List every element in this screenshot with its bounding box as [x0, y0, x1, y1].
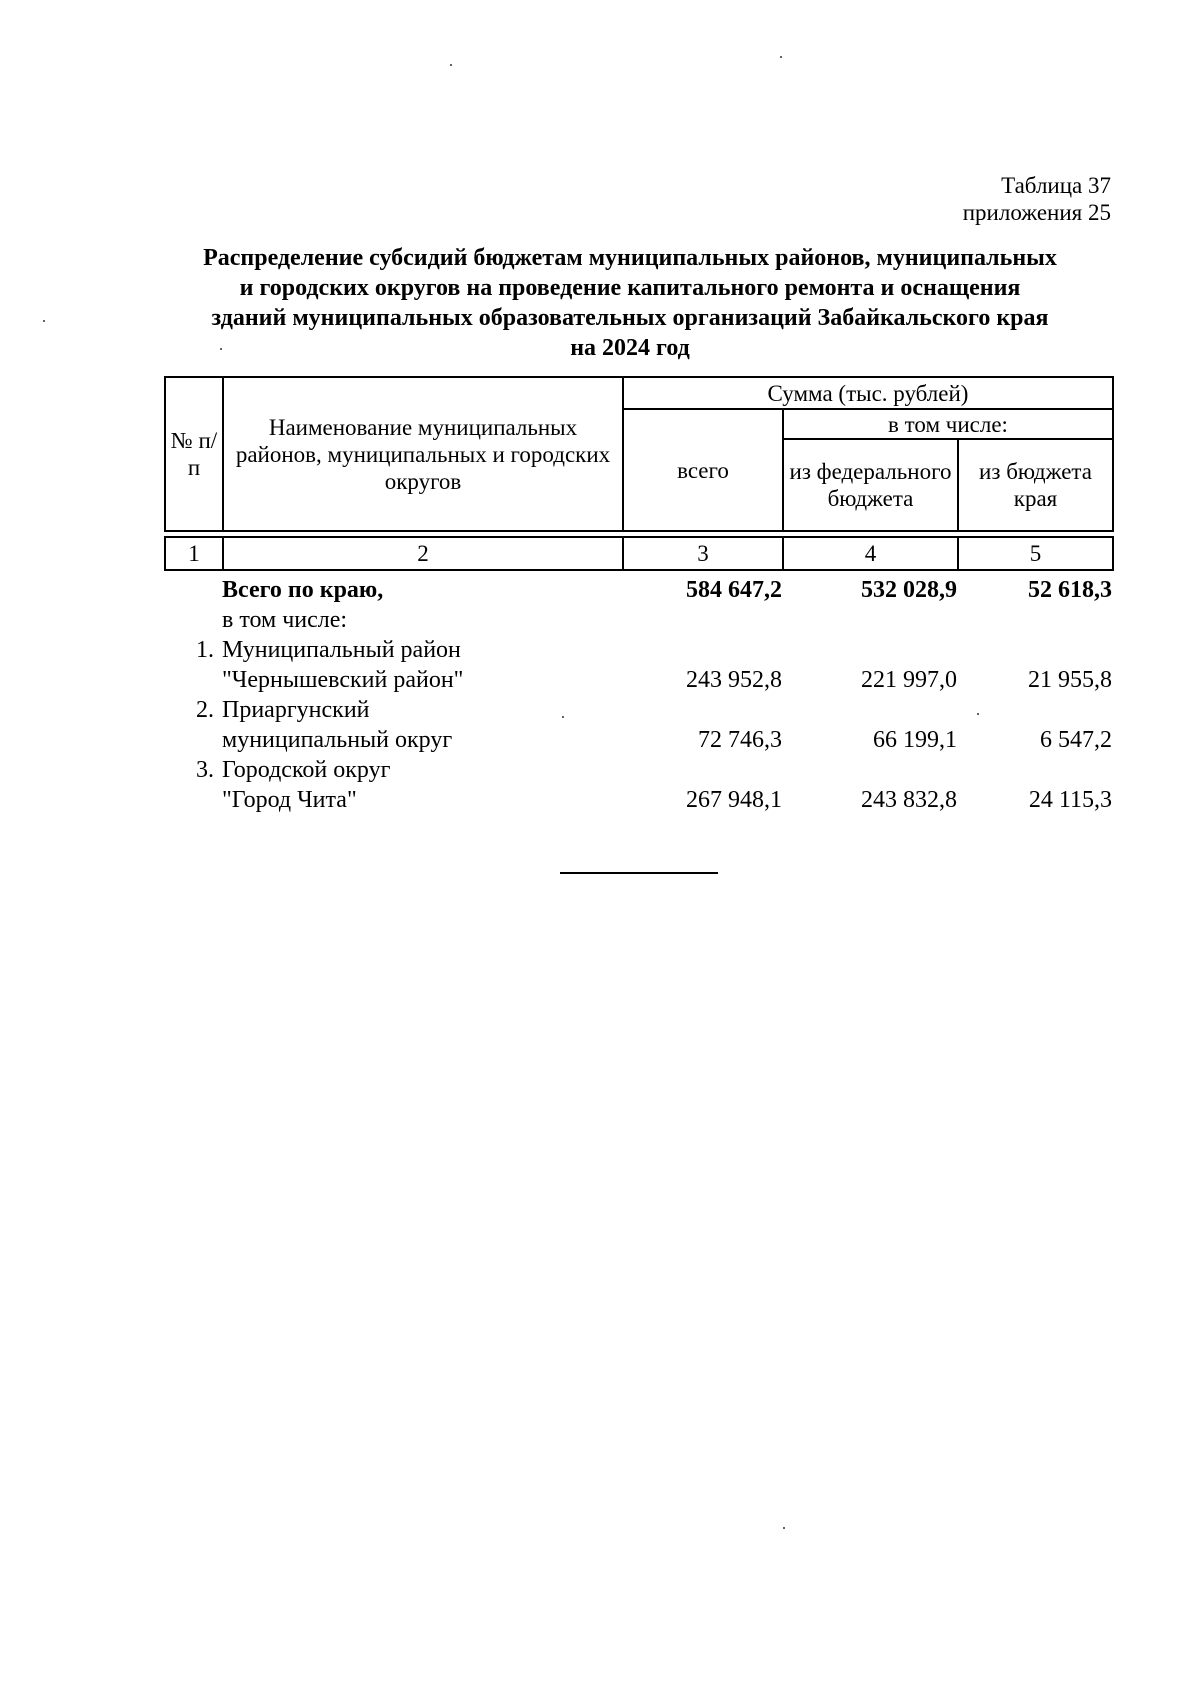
table-row — [164, 635, 1112, 695]
title-line: и городских округов на проведение капитального ремонта и оснащения — [239, 275, 1021, 301]
row-federal: 221 997,0 — [861, 667, 957, 693]
column-number: 3 — [623, 537, 783, 570]
header-including: в том числе: — [783, 409, 1113, 439]
row-number: 1. — [196, 637, 214, 663]
table-row — [164, 755, 1112, 815]
end-rule — [560, 872, 718, 874]
table-number: Таблица 37 — [1001, 173, 1111, 198]
row-regional: 24 115,3 — [1028, 787, 1112, 813]
document-title — [150, 243, 1110, 363]
column-numbers-row — [165, 537, 1113, 570]
header-number: № п/п — [165, 377, 223, 531]
table-body — [164, 575, 1112, 815]
including-label: в том числе: — [222, 607, 348, 633]
column-number: 4 — [783, 537, 958, 570]
row-total: 267 948,1 — [686, 787, 782, 813]
row-name: Приаргунский муниципальный округ — [222, 697, 453, 753]
row-number: 3. — [196, 757, 214, 783]
row-total: 243 952,8 — [686, 667, 782, 693]
title-line: на 2024 год — [570, 335, 690, 361]
header-federal: из федерального бюджета — [783, 439, 958, 531]
row-total: 72 746,3 — [698, 727, 782, 753]
scan-speck — [783, 1527, 785, 1529]
row-name: Городской округ "Город Чита" — [222, 757, 391, 813]
total-regional: 52 618,3 — [1028, 577, 1112, 603]
row-name: Муниципальный район "Чернышевский район" — [222, 637, 464, 693]
header-name: Наименование муниципальных районов, муниципальных и городских округов — [223, 377, 623, 531]
appendix-number: приложения 25 — [962, 200, 1111, 225]
column-number: 5 — [958, 537, 1113, 570]
row-federal: 243 832,8 — [861, 787, 957, 813]
scan-speck — [450, 64, 452, 66]
row-regional: 6 547,2 — [1040, 727, 1112, 753]
total-label: Всего по краю, — [222, 577, 384, 603]
column-number: 2 — [223, 537, 623, 570]
header-regional: из бюджета края — [958, 439, 1113, 531]
row-number: 2. — [196, 697, 214, 723]
total-row — [164, 575, 1112, 605]
title-line: Распределение субсидий бюджетам муниципальных районов, муниципальных — [203, 245, 1057, 271]
scan-speck — [780, 56, 782, 58]
table-row — [164, 695, 1112, 755]
total-sum: 584 647,2 — [686, 577, 782, 603]
column-number: 1 — [165, 537, 223, 570]
row-federal: 66 199,1 — [873, 727, 957, 753]
header-sum: Сумма (тыс. рублей) — [623, 377, 1113, 409]
scan-speck — [43, 320, 45, 322]
total-federal: 532 028,9 — [861, 577, 957, 603]
table-header — [164, 376, 1114, 571]
title-line: зданий муниципальных образовательных организаций Забайкальского края — [211, 305, 1049, 331]
table-reference — [963, 172, 1111, 226]
header-total: всего — [623, 409, 783, 531]
row-regional: 21 955,8 — [1028, 667, 1112, 693]
including-row — [164, 605, 1112, 635]
